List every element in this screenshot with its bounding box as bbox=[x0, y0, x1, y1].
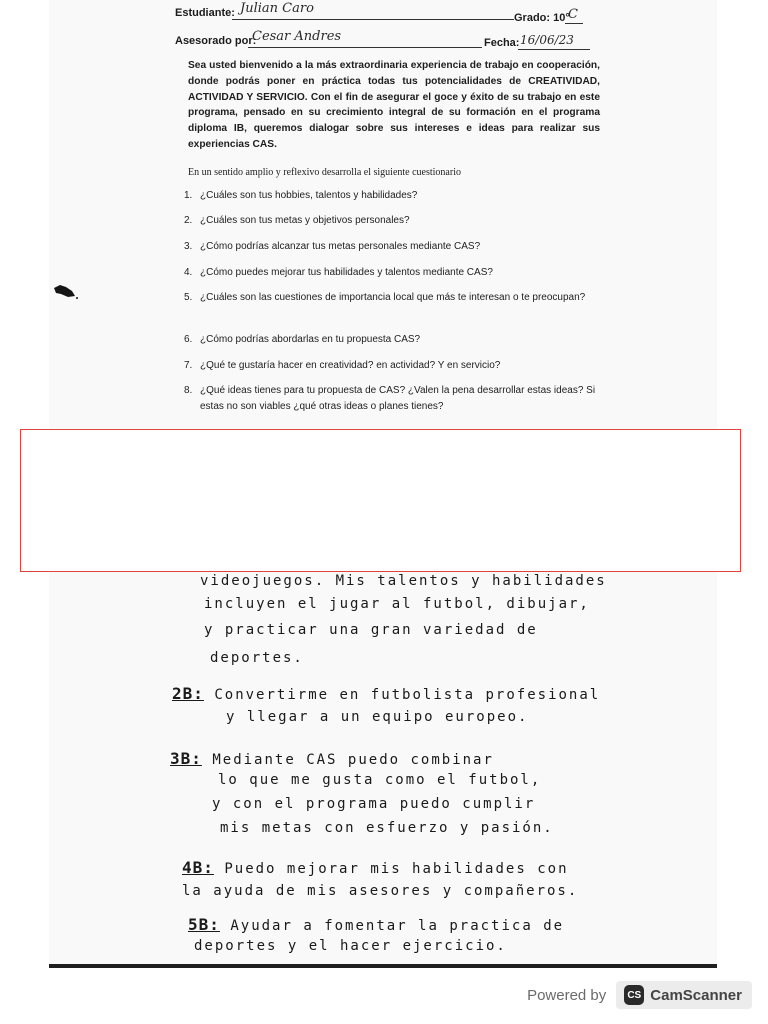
grade-value: C bbox=[568, 7, 578, 22]
answer-5-line-1 bbox=[188, 915, 564, 934]
answer-5-line-2: deportes y el hacer ejercicio. bbox=[194, 938, 507, 954]
answer-4-line-1 bbox=[182, 858, 569, 877]
answer-3-line-4: mis metas con esfuerzo y pasión. bbox=[220, 820, 554, 836]
question-7 bbox=[184, 358, 604, 374]
question-number: 5. bbox=[184, 292, 193, 303]
redacted-region bbox=[20, 429, 741, 572]
answer-2-line-1 bbox=[172, 684, 600, 703]
answer-2-line-2: y llegar a un equipo europeo. bbox=[226, 709, 529, 725]
question-text: ¿Cómo podrías abordarlas en tu propuesta CAS? bbox=[200, 334, 421, 345]
question-5 bbox=[184, 290, 604, 306]
student-label: Estudiante: bbox=[175, 7, 235, 19]
question-number: 8. bbox=[184, 385, 193, 396]
answer-tag: 2B: bbox=[172, 684, 204, 703]
answer-1-line-3: y practicar una gran variedad de bbox=[204, 622, 538, 638]
date-label: Fecha: bbox=[484, 37, 520, 49]
answer-1-line-2: incluyen el jugar al futbol, dibujar, bbox=[204, 596, 590, 612]
question-number: 2. bbox=[184, 215, 193, 226]
question-3 bbox=[184, 239, 604, 255]
answer-3-line-3: y con el programa puedo cumplir bbox=[212, 796, 536, 812]
grade-underline bbox=[565, 23, 583, 24]
date-value: 16/06/23 bbox=[520, 33, 574, 47]
answer-text: Puedo mejorar mis habilidades con bbox=[224, 861, 569, 877]
camscanner-brand: CamScanner bbox=[650, 986, 742, 1004]
answer-1-line-1: videojuegos. Mis talentos y habilidades bbox=[200, 573, 607, 589]
advisor-label: Asesorado por: bbox=[175, 35, 257, 47]
instruction-text: En un sentido amplio y reflexivo desarrolla el siguiente cuestionario bbox=[188, 167, 461, 178]
question-number: 6. bbox=[184, 334, 193, 345]
camscanner-logo-icon: CS bbox=[624, 985, 644, 1005]
question-text: ¿Qué ideas tienes para tu propuesta de CAS? ¿Valen la pena desarrollar estas ideas? Si estas no son viables ¿qué otras ideas o planes tienes? bbox=[200, 385, 596, 412]
answer-tag: 3B: bbox=[170, 749, 202, 768]
question-text: ¿Cuáles son tus metas y objetivos personales? bbox=[200, 215, 410, 226]
ink-smudge bbox=[52, 282, 78, 300]
camscanner-badge bbox=[616, 981, 752, 1009]
date-underline bbox=[518, 49, 590, 50]
advisor-name: Cesar Andres bbox=[252, 29, 342, 44]
question-8 bbox=[184, 383, 604, 415]
answer-4-line-2: la ayuda de mis asesores y compañeros. bbox=[182, 883, 579, 899]
question-4 bbox=[184, 265, 604, 281]
question-6 bbox=[184, 332, 604, 348]
student-name: Julian Caro bbox=[240, 1, 314, 16]
answer-3-line-1 bbox=[170, 749, 494, 768]
answer-text: Mediante CAS puedo combinar bbox=[212, 752, 494, 768]
powered-by-text: Powered by bbox=[527, 986, 607, 1004]
question-number: 7. bbox=[184, 360, 193, 371]
answer-tag: 5B: bbox=[188, 915, 220, 934]
question-text: ¿Cuáles son tus hobbies, talentos y habilidades? bbox=[200, 190, 418, 201]
question-2 bbox=[184, 213, 604, 229]
question-text: ¿Cuáles son las cuestiones de importancia local que más te interesan o te preocupan? bbox=[200, 292, 586, 303]
question-text: ¿Qué te gustaría hacer en creatividad? en actividad? Y en servicio? bbox=[200, 360, 501, 371]
question-number: 1. bbox=[184, 190, 193, 201]
question-number: 4. bbox=[184, 267, 193, 278]
answer-3-line-2: lo que me gusta como el futbol, bbox=[218, 772, 542, 788]
answer-text: Ayudar a fomentar la practica de bbox=[230, 918, 565, 934]
student-underline bbox=[232, 19, 514, 20]
camscanner-watermark bbox=[527, 981, 752, 1009]
answer-1-line-4: deportes. bbox=[210, 650, 304, 666]
grade-label: Grado: 10° bbox=[514, 12, 570, 24]
advisor-underline bbox=[248, 47, 482, 48]
question-1 bbox=[184, 188, 604, 204]
intro-paragraph: Sea usted bienvenido a la más extraordinaria experiencia de trabajo en cooperación, donde podrás poner en práctica todas tus potencialidades de CREATIVIDAD, ACTIVIDAD Y SERVICIO. Con el fin de asegurar el goce y éxito de su trabajo en este programa, pensado en su crecimiento integral de su formación en el programa diploma IB, queremos dialogar sobre sus intereses e ideas para realizar sus experiencias CAS. bbox=[188, 60, 600, 150]
question-number: 3. bbox=[184, 241, 193, 252]
question-text: ¿Cómo podrías alcanzar tus metas personales mediante CAS? bbox=[200, 241, 481, 252]
answer-text: Convertirme en futbolista profesional bbox=[214, 687, 601, 703]
answer-tag: 4B: bbox=[182, 858, 214, 877]
question-text: ¿Cómo puedes mejorar tus habilidades y talentos mediante CAS? bbox=[200, 267, 493, 278]
